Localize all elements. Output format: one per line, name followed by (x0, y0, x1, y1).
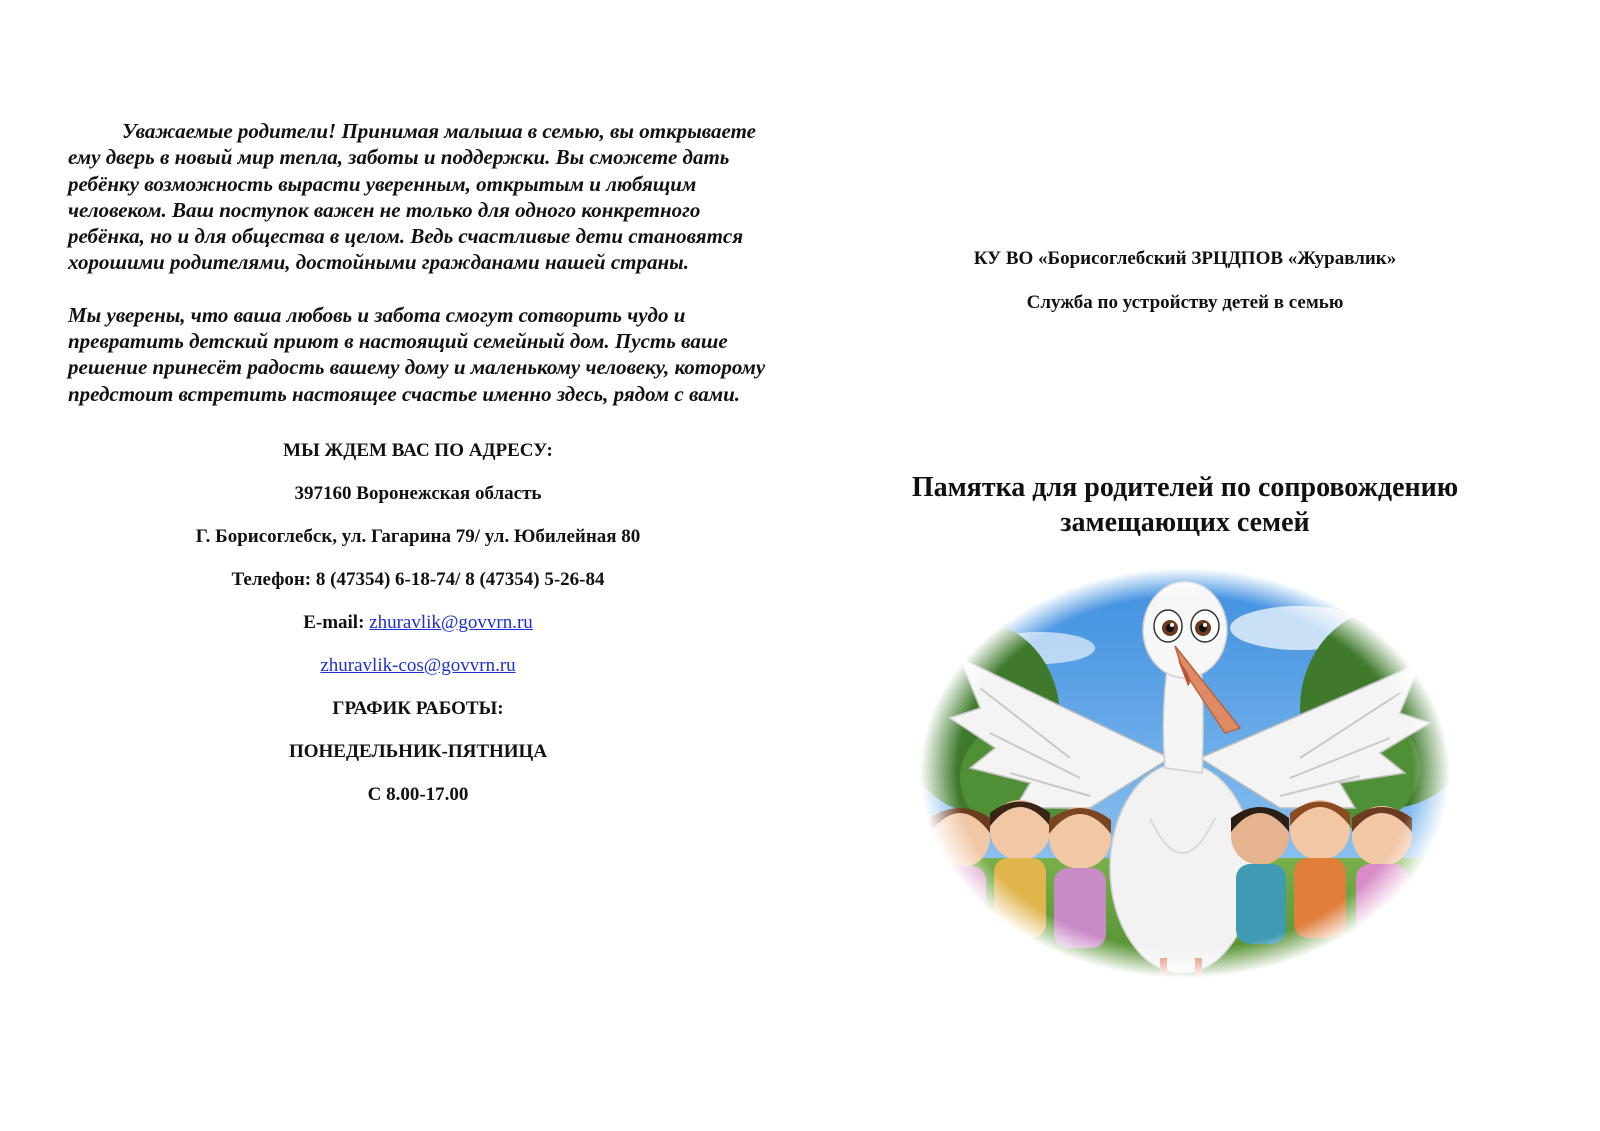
address-heading: МЫ ЖДЕМ ВАС ПО АДРЕСУ: (283, 439, 553, 461)
intro-text (68, 118, 768, 407)
schedule-hours: С 8.00-17.00 (367, 783, 469, 805)
schedule-heading: ГРАФИК РАБОТЫ: (332, 697, 504, 719)
email-row (68, 601, 768, 644)
email-row-secondary (68, 644, 768, 687)
phone-numbers: Телефон: 8 (47354) 6-18-74/ 8 (47354) 5-26-84 (231, 568, 605, 590)
intro-paragraph-2: Мы уверены, что ваша любовь и забота смогут сотворить чудо и превратить детский приют в настоящий семейный дом. Пусть ваше решение принесёт радость вашему дому и маленькому человеку, которому предстоит встретить настоящее счастье именно здесь, рядом с вами. (68, 302, 766, 406)
street-address: Г. Борисоглебск, ул. Гагарина 79/ ул. Юбилейная 80 (195, 525, 641, 547)
children-left (930, 800, 1111, 948)
service-name: Служба по устройству детей в семью (1026, 292, 1344, 313)
intro-paragraph-1: Уважаемые родители! Принимая малыша в семью, вы открываете ему дверь в новый мир тепла, заботы и поддержки. Вы сможете дать ребёнку возможность вырасти уверенным, открытым и любящим человеком. Ваш поступок важен не только для одного конкретного ребёнка, но и для общества в целом. Ведь счастливые дети становятся хорошими родителями, достойными гражданами нашей страны. (68, 119, 756, 275)
document-title-line-2: замещающих семей (1060, 507, 1310, 538)
postal-address: 397160 Воронежская область (294, 482, 542, 504)
email-link-primary[interactable]: zhuravlik@govvrn.ru (369, 611, 533, 633)
organization-name: КУ ВО «Борисоглебский ЗРЦДПОВ «Журавлик» (973, 248, 1397, 269)
stork-with-children-illustration (920, 568, 1450, 978)
back-page (68, 118, 768, 816)
document-title-line-1: Памятка для родителей по сопровождению (911, 472, 1459, 503)
children-right (1231, 800, 1412, 944)
schedule-days: ПОНЕДЕЛЬНИК-ПЯТНИЦА (288, 740, 548, 762)
contact-block (68, 429, 768, 816)
email-link-secondary[interactable]: zhuravlik-cos@govvrn.ru (320, 654, 516, 676)
document-title (835, 470, 1535, 540)
email-label: E-mail: (303, 611, 370, 633)
